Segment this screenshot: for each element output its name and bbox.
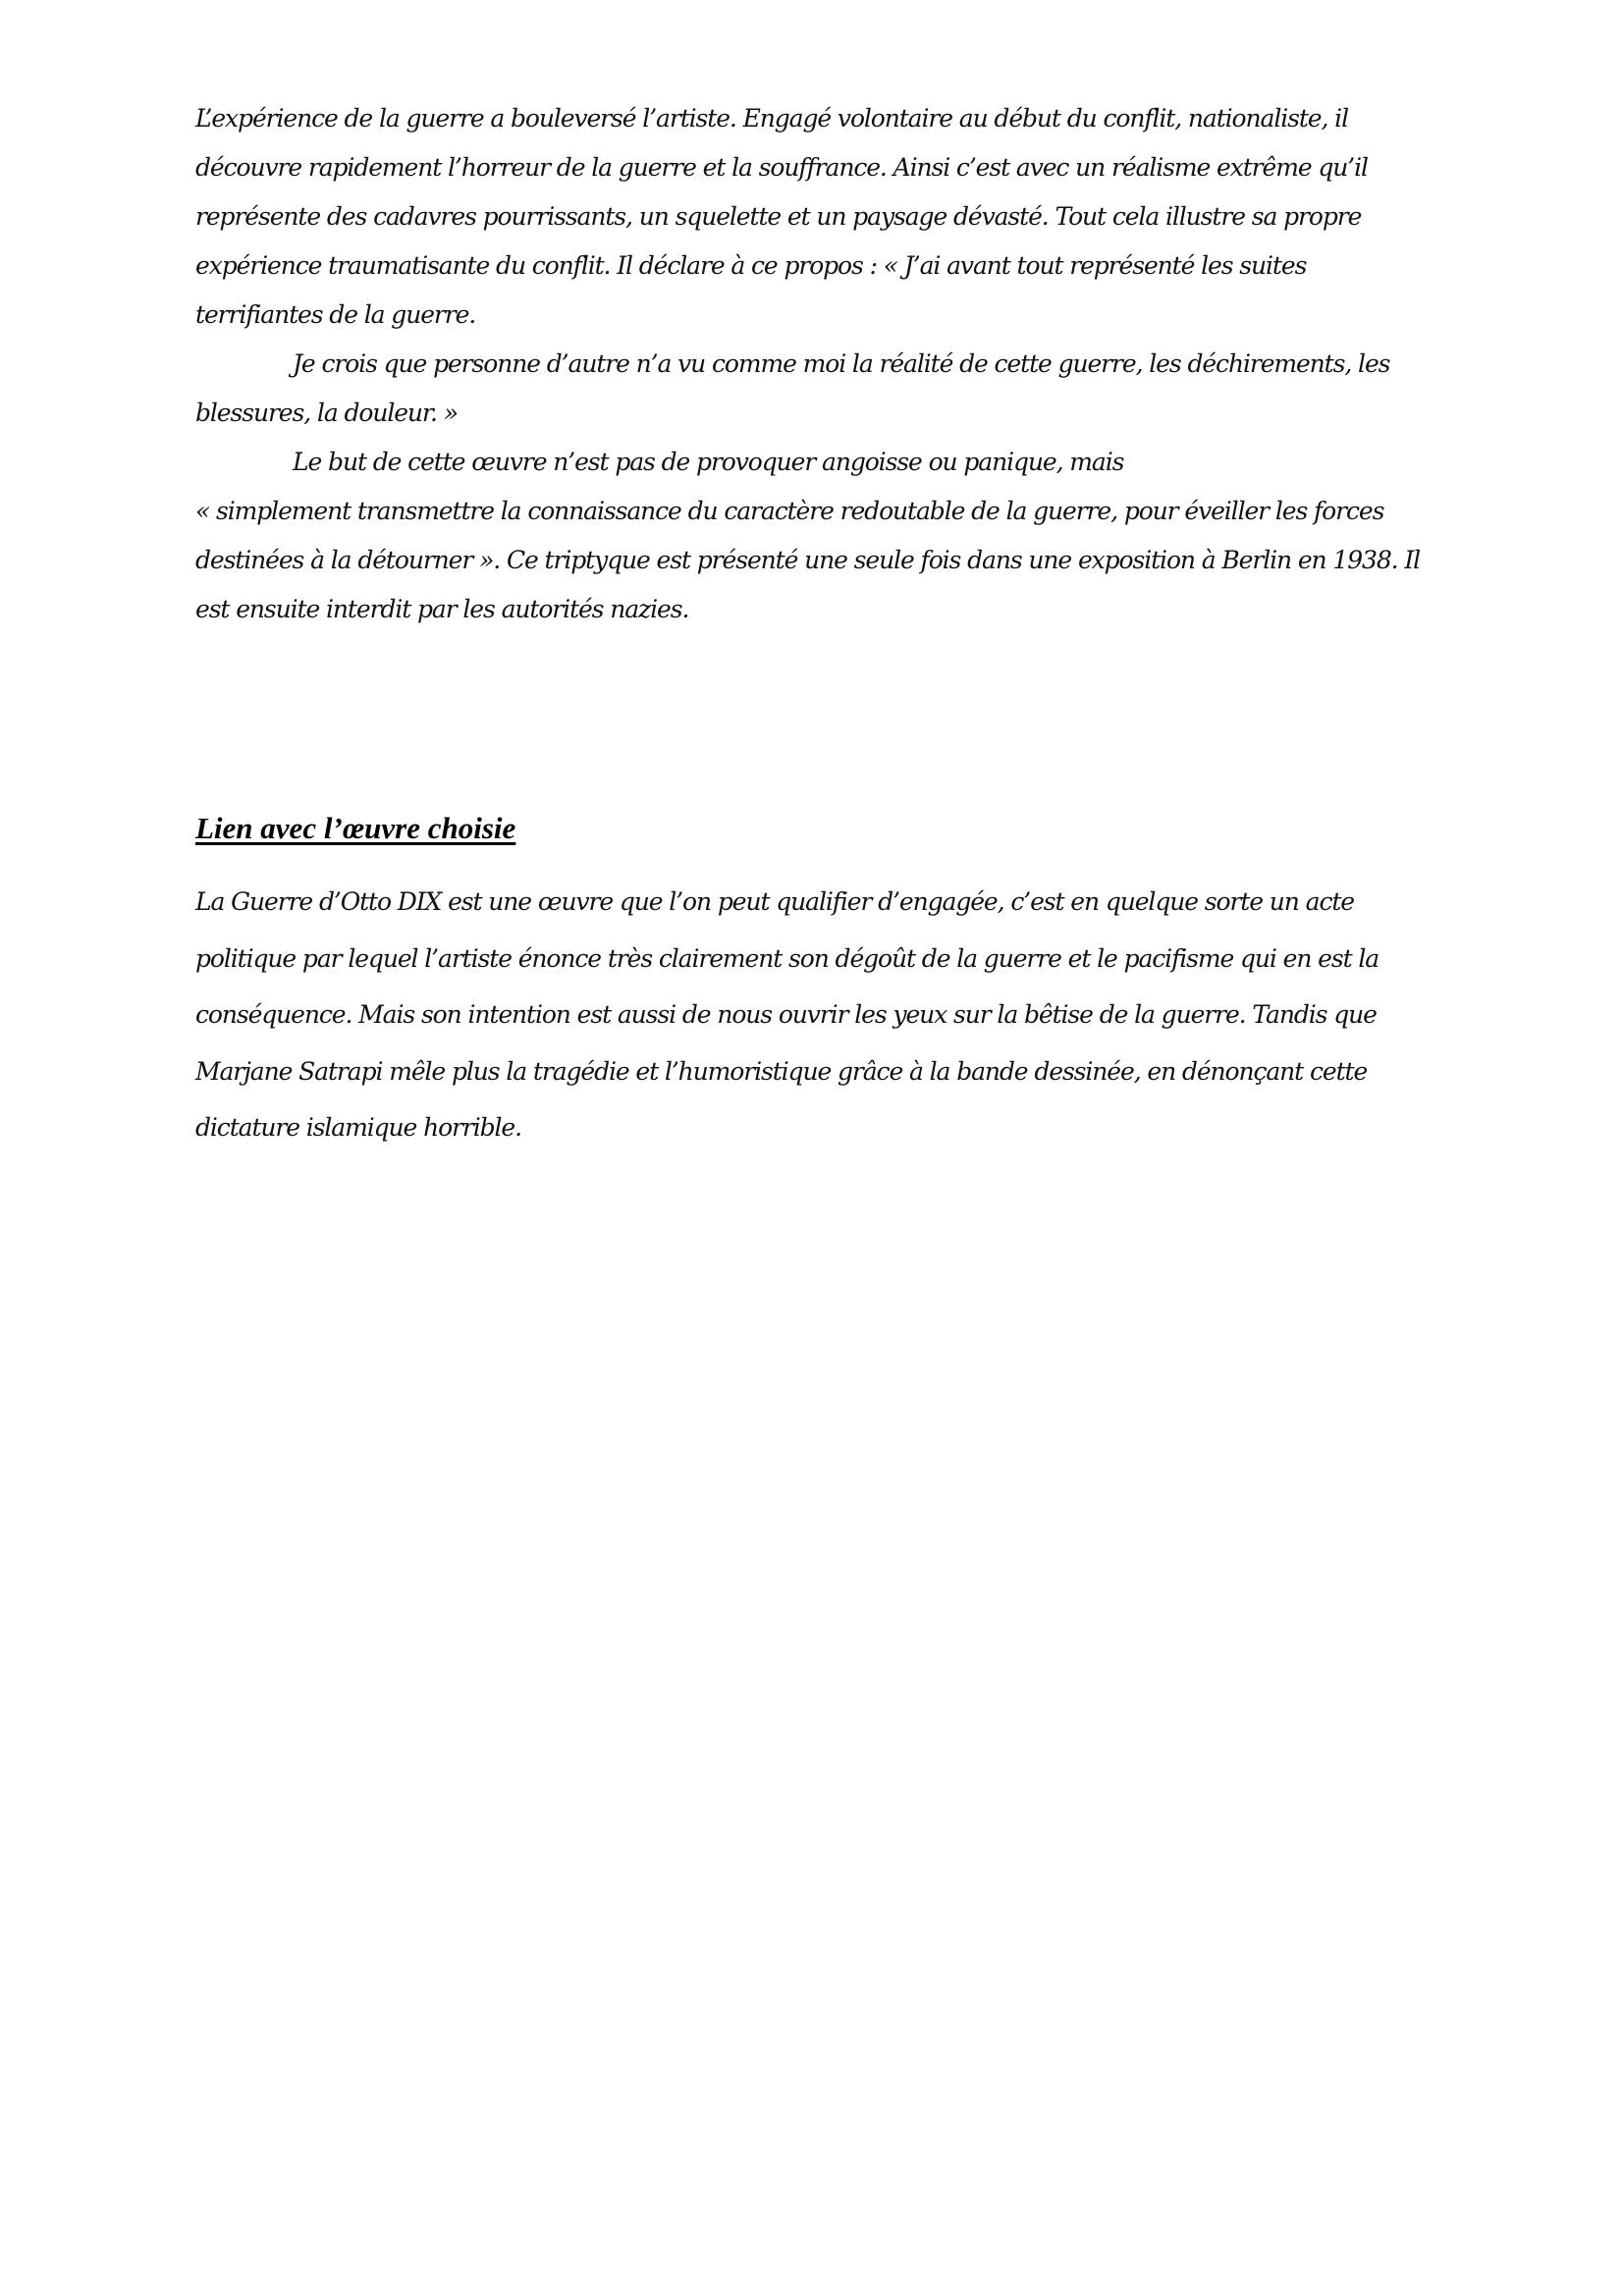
text-line: La Guerre d’Otto DIX est une œuvre que l’on peut qualifier d’engagée, c’est en quelque sorte un acte [195, 887, 1354, 916]
text-line: représente des cadavres pourrissants, un squelette et un paysage dévasté. Tout cela illustre sa propre [195, 202, 1362, 231]
text-line: politique par lequel l’artiste énonce très clairement son dégoût de la guerre et le pacifisme qui en est la [195, 944, 1380, 973]
text-line: expérience traumatisante du conflit. Il déclare à ce propos : « J’ai avant tout représenté les suites [195, 251, 1307, 280]
section-heading: Lien avec l’œuvre choisie [195, 811, 516, 845]
text-line: Je crois que personne d’autre n’a vu comme moi la réalité de cette guerre, les déchirements, les [293, 349, 1390, 378]
text-line: blessures, la douleur. » [195, 399, 458, 427]
text-line: conséquence. Mais son intention est aussi de nous ouvrir les yeux sur la bêtise de la guerre. Tandis que [195, 1000, 1377, 1029]
text-line: découvre rapidement l’horreur de la guerre et la souffrance. Ainsi c’est avec un réalisme extrême qu’il [195, 153, 1368, 182]
text-line: dictature islamique horrible. [195, 1113, 521, 1142]
text-line: terrifiantes de la guerre. [195, 300, 476, 329]
text-line: Marjane Satrapi mêle plus la tragédie et l’humoristique grâce à la bande dessinée, en dénonçant cette [195, 1057, 1368, 1086]
text-line: Le but de cette œuvre n’est pas de provoquer angoisse ou panique, mais [293, 448, 1124, 476]
text-line: destinées à la détourner ». Ce triptyque est présenté une seule fois dans une exposition à Berlin en 1938. Il [195, 546, 1420, 574]
text-line: « simplement transmettre la connaissance du caractère redoutable de la guerre, pour éveiller les forces [195, 497, 1384, 525]
text-line: est ensuite interdit par les autorités nazies. [195, 595, 689, 623]
text-line: L’expérience de la guerre a bouleversé l’artiste. Engagé volontaire au début du conflit, nationaliste, il [195, 104, 1348, 133]
